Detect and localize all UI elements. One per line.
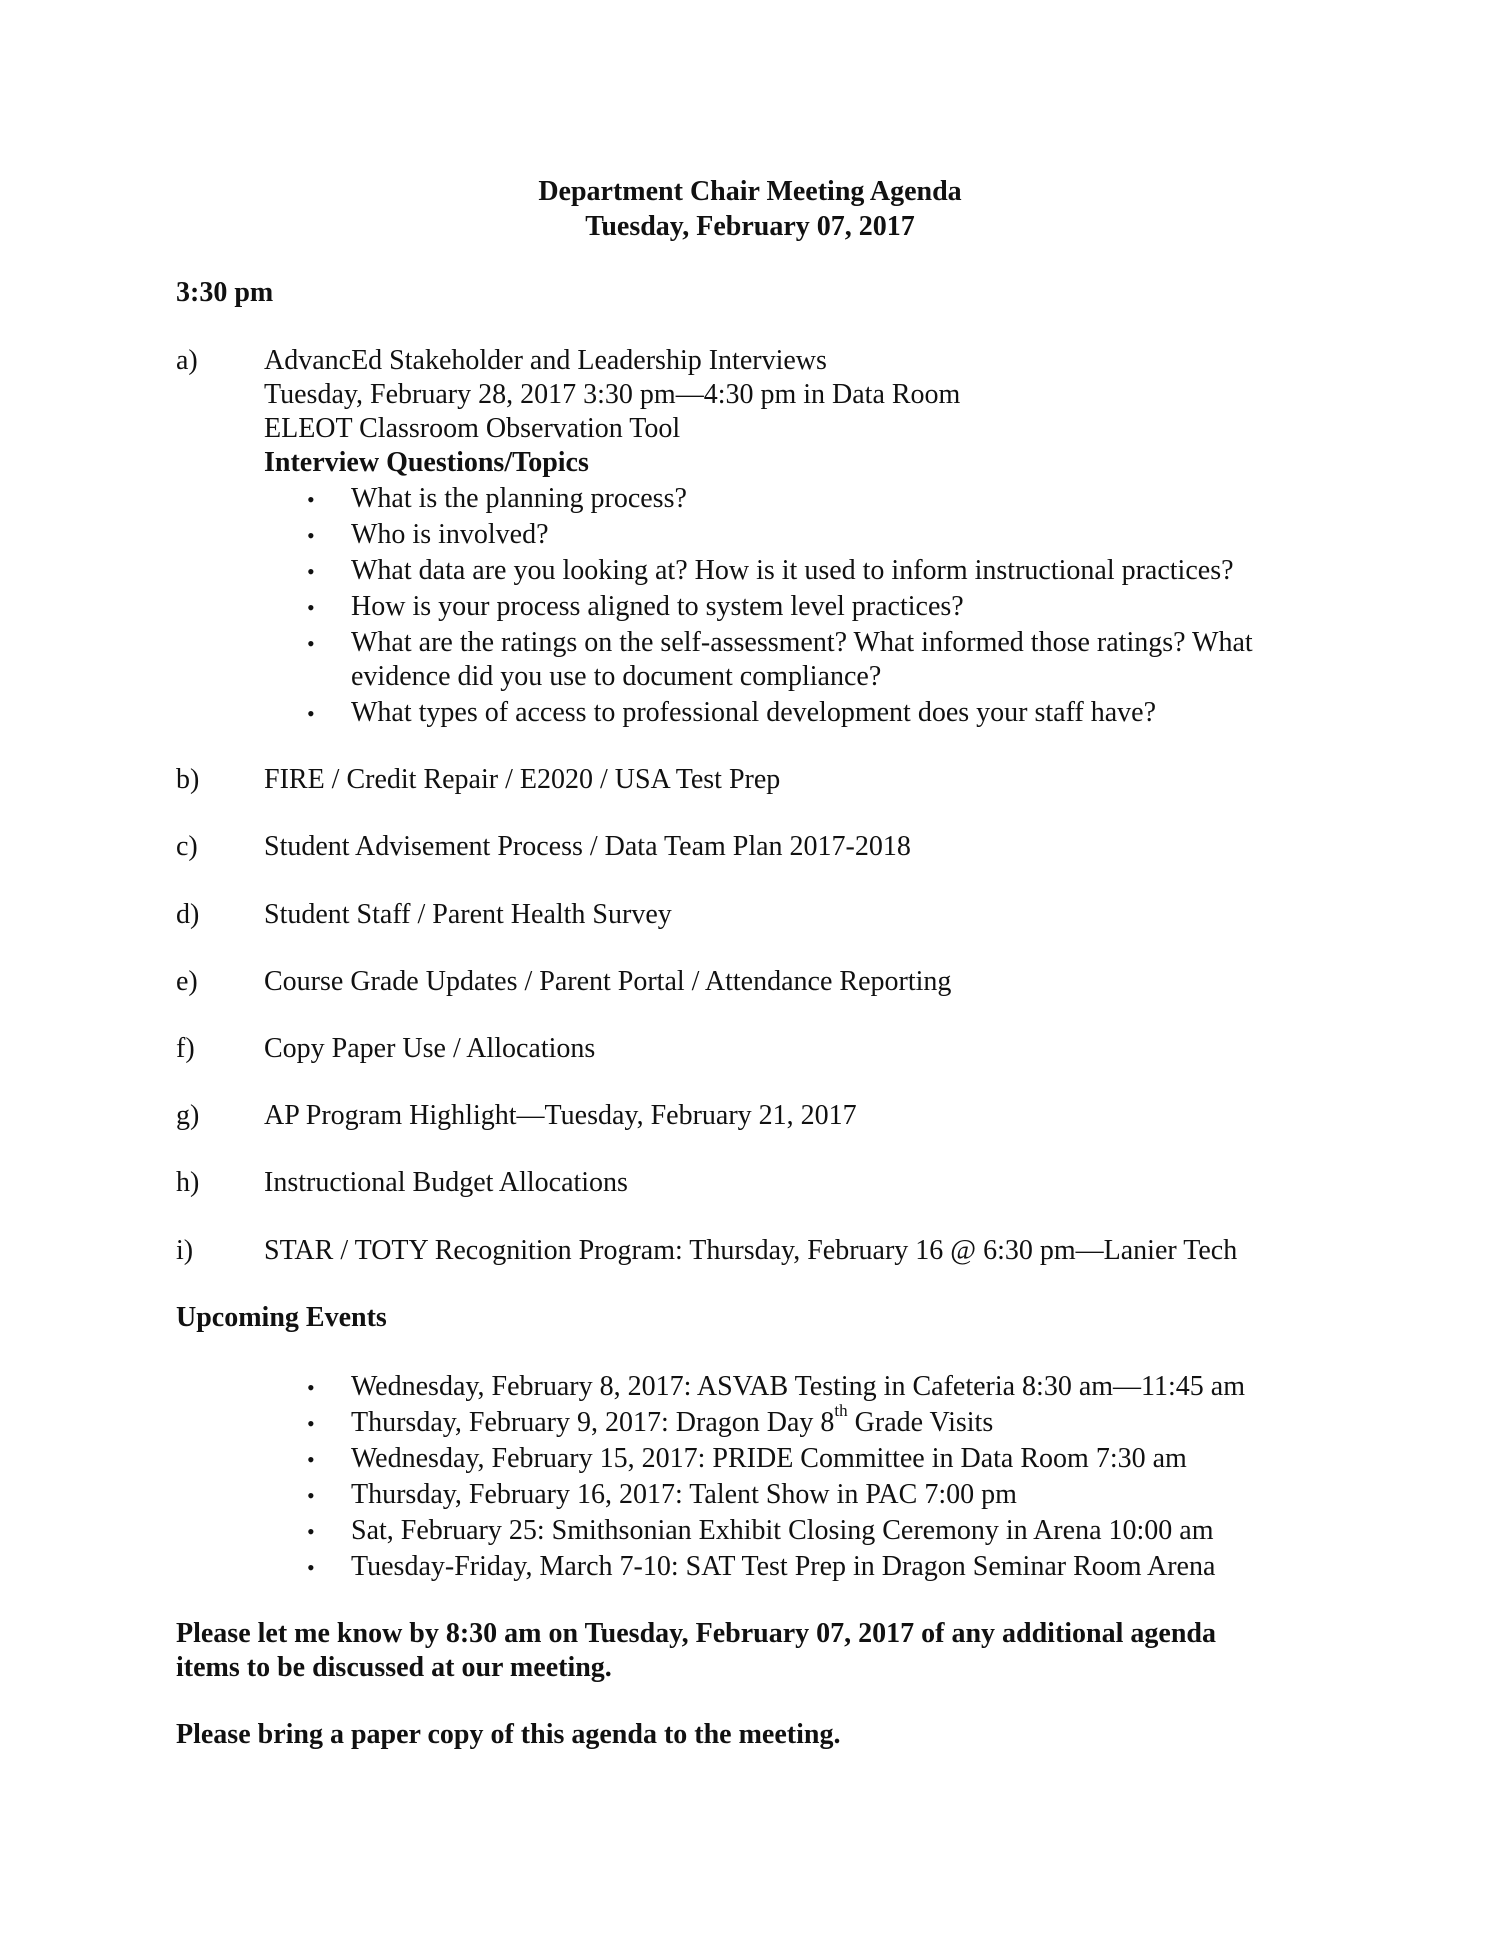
page-title: Department Chair Meeting Agenda bbox=[538, 176, 962, 207]
question-item: What data are you looking at? How is it used to inform instructional practices? bbox=[351, 555, 1234, 586]
event-item: Thursday, February 16, 2017: Talent Show in PAC 7:00 pm bbox=[351, 1479, 1017, 1510]
question-item: What types of access to professional development does your staff have? bbox=[351, 697, 1156, 728]
agenda-letter: b) bbox=[176, 764, 200, 795]
question-item: What are the ratings on the self-assessment? What informed those ratings? What bbox=[351, 627, 1253, 658]
bring-copy-note: Please bring a paper copy of this agenda to the meeting. bbox=[176, 1719, 841, 1750]
agenda-letter: a) bbox=[176, 345, 198, 376]
agenda-letter: c) bbox=[176, 831, 198, 862]
footer-note: Please let me know by 8:30 am on Tuesday, February 07, 2017 of any additional agenda bbox=[176, 1618, 1216, 1649]
footer-note: items to be discussed at our meeting. bbox=[176, 1652, 612, 1683]
agenda-item-text: Instructional Budget Allocations bbox=[264, 1167, 628, 1198]
agenda-item-text: FIRE / Credit Repair / E2020 / USA Test Prep bbox=[264, 764, 781, 795]
bullet-icon: • bbox=[307, 1483, 315, 1508]
bullet-icon: • bbox=[307, 1411, 315, 1436]
event-item: Tuesday-Friday, March 7-10: SAT Test Prep in Dragon Seminar Room Arena bbox=[351, 1551, 1216, 1582]
bullet-icon: • bbox=[307, 631, 315, 656]
agenda-letter: e) bbox=[176, 966, 198, 997]
event-item: Wednesday, February 8, 2017: ASVAB Testing in Cafeteria 8:30 am—11:45 am bbox=[351, 1371, 1245, 1402]
question-item: Who is involved? bbox=[351, 519, 549, 550]
bullet-icon: • bbox=[307, 523, 315, 548]
agenda-letter: g) bbox=[176, 1100, 200, 1131]
bullet-icon: • bbox=[307, 487, 315, 512]
ordinal-suffix: th bbox=[834, 1401, 848, 1420]
bullet-icon: • bbox=[307, 1447, 315, 1472]
agenda-item-text: Student Staff / Parent Health Survey bbox=[264, 899, 672, 930]
meeting-time: 3:30 pm bbox=[176, 277, 274, 308]
event-item bbox=[351, 1401, 994, 1439]
agenda-item-text: AdvancEd Stakeholder and Leadership Interviews bbox=[264, 345, 827, 376]
question-item: How is your process aligned to system level practices? bbox=[351, 591, 964, 622]
bullet-icon: • bbox=[307, 1555, 315, 1580]
bullet-icon: • bbox=[307, 559, 315, 584]
event-item: Sat, February 25: Smithsonian Exhibit Closing Ceremony in Arena 10:00 am bbox=[351, 1515, 1214, 1546]
agenda-item-text: ELEOT Classroom Observation Tool bbox=[264, 413, 681, 444]
page-date: Tuesday, February 07, 2017 bbox=[585, 211, 915, 242]
upcoming-events-heading: Upcoming Events bbox=[176, 1302, 387, 1333]
bullet-icon: • bbox=[307, 1519, 315, 1544]
agenda-item-text: Copy Paper Use / Allocations bbox=[264, 1033, 596, 1064]
bullet-icon: • bbox=[307, 595, 315, 620]
agenda-item-text: Student Advisement Process / Data Team Plan 2017-2018 bbox=[264, 831, 911, 862]
question-item: What is the planning process? bbox=[351, 483, 687, 514]
agenda-letter: f) bbox=[176, 1033, 195, 1064]
bullet-icon: • bbox=[307, 1375, 315, 1400]
question-item-continued: evidence did you use to document compliance? bbox=[351, 661, 882, 692]
agenda-item-text: Course Grade Updates / Parent Portal / Attendance Reporting bbox=[264, 966, 952, 997]
agenda-item-text: AP Program Highlight—Tuesday, February 21, 2017 bbox=[264, 1100, 857, 1131]
event-text: Thursday, February 9, 2017: Dragon Day 8 bbox=[351, 1407, 835, 1438]
event-item: Wednesday, February 15, 2017: PRIDE Committee in Data Room 7:30 am bbox=[351, 1443, 1187, 1474]
agenda-letter: i) bbox=[176, 1235, 194, 1266]
questions-heading: Interview Questions/Topics bbox=[264, 447, 589, 478]
bullet-icon: • bbox=[307, 701, 315, 726]
agenda-item-text: STAR / TOTY Recognition Program: Thursday, February 16 @ 6:30 pm—Lanier Tech bbox=[264, 1235, 1238, 1266]
agenda-letter: d) bbox=[176, 899, 200, 930]
event-text: Grade Visits bbox=[847, 1407, 994, 1438]
agenda-item-text: Tuesday, February 28, 2017 3:30 pm—4:30 pm in Data Room bbox=[264, 379, 961, 410]
agenda-letter: h) bbox=[176, 1167, 200, 1198]
